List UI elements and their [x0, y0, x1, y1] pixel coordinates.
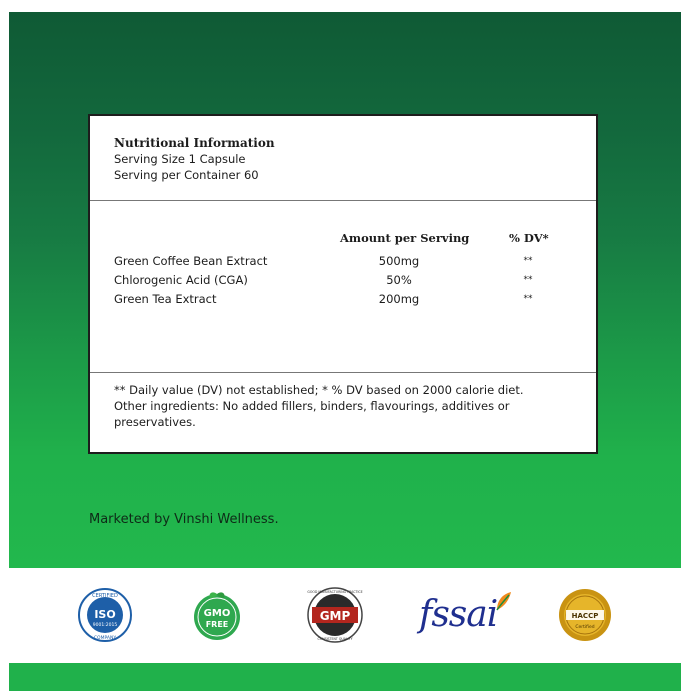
nutrient-amount: 200mg [378, 292, 420, 306]
gmo-line1: GMO [203, 608, 231, 619]
iso-top-text: CERTIFIED [92, 593, 118, 599]
nutrition-facts-box [88, 114, 598, 454]
haccp-sub-text: Certified [575, 625, 595, 630]
iso-code-text: 9001:2015 [92, 623, 118, 628]
nutrition-title: Nutritional Information [114, 136, 275, 150]
divider [90, 372, 596, 373]
haccp-icon [558, 588, 612, 642]
nutrient-name: Green Coffee Bean Extract [114, 254, 268, 268]
haccp-main-text: HACCP [571, 612, 599, 620]
nutrient-row [90, 254, 596, 272]
nutrient-row [90, 292, 596, 310]
marketed-by-text: Marketed by Vinshi Wellness. [89, 512, 279, 527]
fssai-text: fssai [419, 594, 498, 635]
nutrient-row [90, 273, 596, 291]
nutrient-amount: 50% [386, 273, 412, 287]
divider [90, 200, 596, 201]
iso-main-text: ISO [94, 608, 116, 621]
leaf-icon [493, 590, 513, 612]
gmp-ring-top: GOOD MANUFACTURING PRACTICE [307, 590, 363, 594]
fssai-logo [415, 588, 515, 644]
nutrient-amount: 500mg [378, 254, 420, 268]
servings-per-container: Serving per Container 60 [114, 168, 259, 182]
nutrient-dv: ** [523, 275, 533, 285]
amount-column-header: Amount per Serving [340, 231, 470, 245]
nutrient-dv: ** [523, 256, 533, 266]
iso-certified-icon [78, 588, 132, 642]
gmp-main-text: GMP [319, 609, 351, 623]
gmo-line2: FREE [205, 620, 229, 629]
dv-footnote: ** Daily value (DV) not established; * % DV based on 2000 calorie diet. [114, 383, 524, 397]
nutrient-name: Green Tea Extract [114, 292, 217, 306]
gmp-icon [302, 587, 368, 643]
dv-column-header: % DV* [509, 231, 549, 245]
serving-size: Serving Size 1 Capsule [114, 152, 246, 166]
gmp-ring-bottom: CONSISTENT QUALITY [317, 637, 353, 641]
bottom-green-bar [9, 663, 681, 691]
other-ingredients: Other ingredients: No added fillers, binders, flavourings, additives or preservatives. [114, 399, 510, 429]
footnote [114, 382, 554, 430]
iso-bottom-text: COMPANY [93, 636, 117, 641]
nutrient-dv: ** [523, 294, 533, 304]
gmo-free-icon [190, 588, 244, 642]
nutrient-name: Chlorogenic Acid (CGA) [114, 273, 248, 287]
